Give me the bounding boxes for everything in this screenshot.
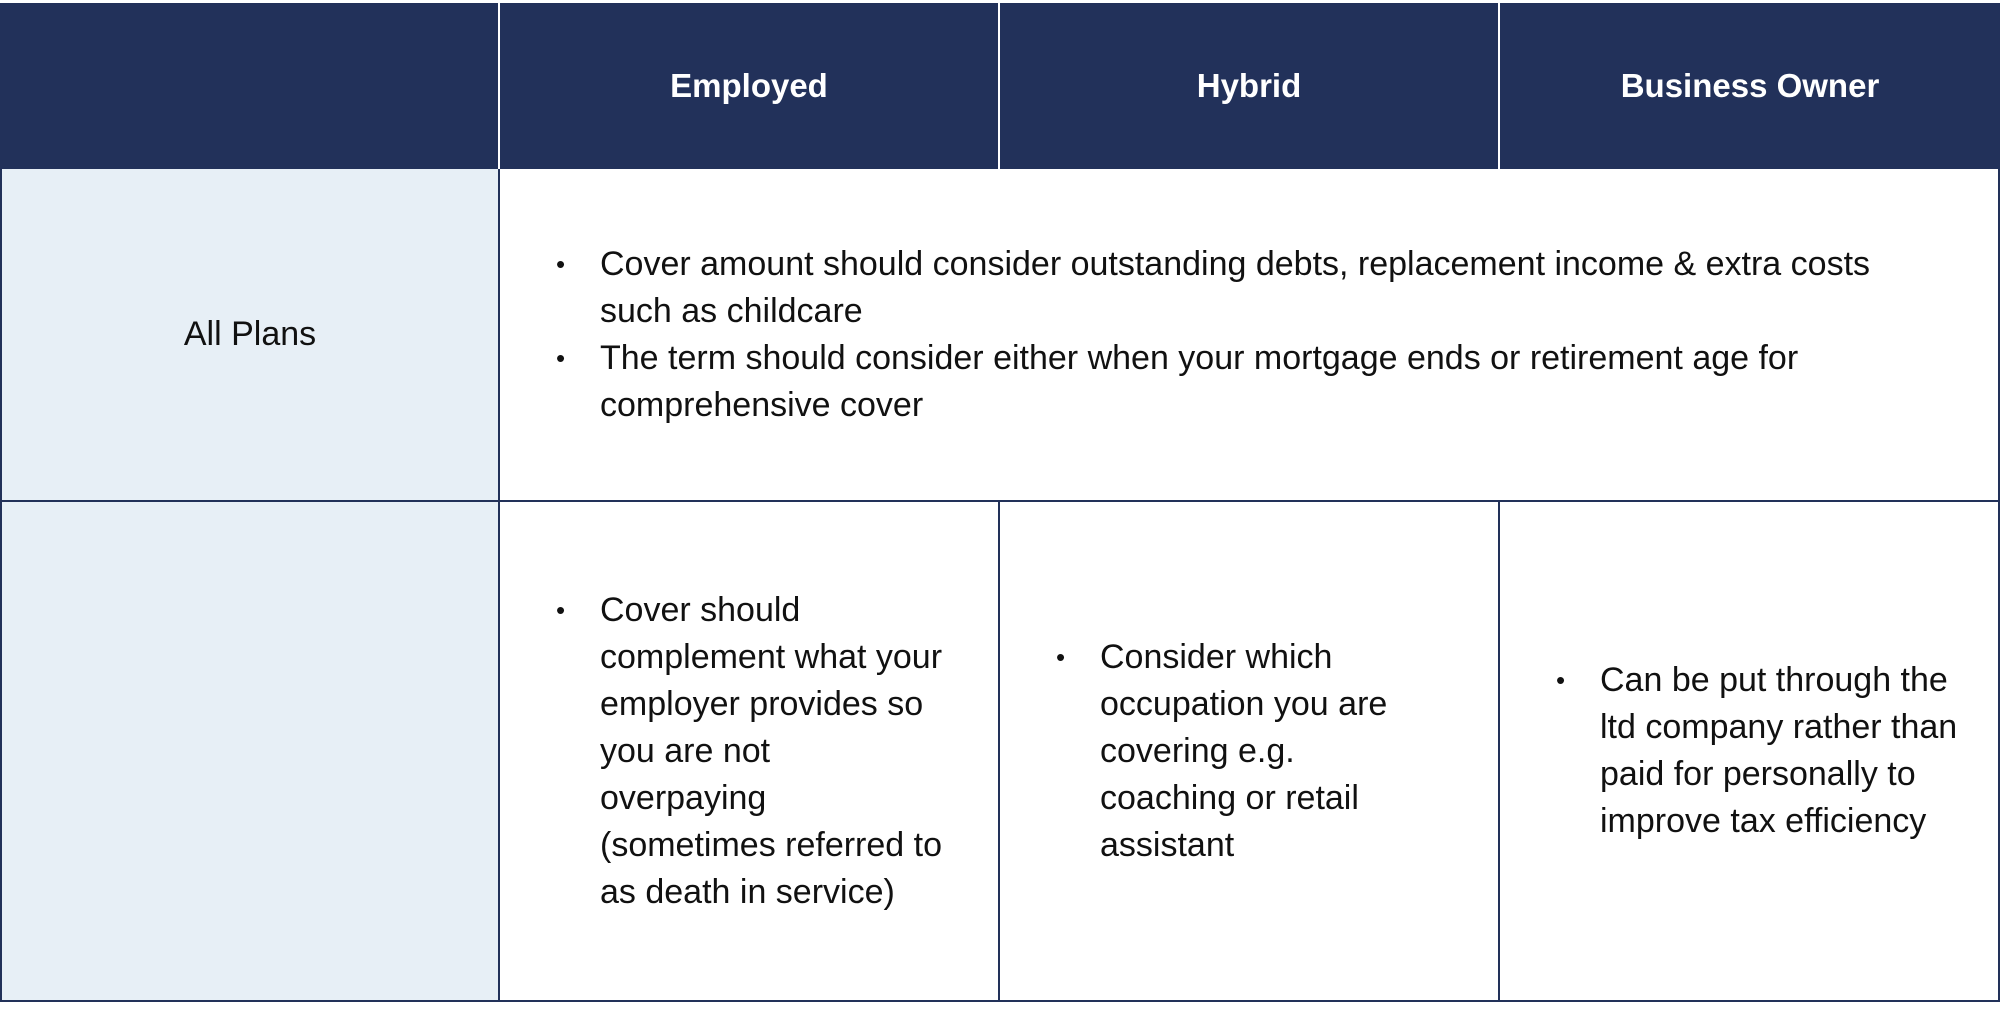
header-hybrid-label: Hybrid [1196,67,1302,104]
list-item [500,241,1948,335]
bullet-icon: • [556,594,566,625]
bullet-icon: • [556,248,566,279]
list-item [1500,657,1998,845]
header-employed-label: Employed [670,67,828,104]
hybrid-bullet-list [1000,634,1498,869]
row-label-specific [0,502,500,1002]
all-plans-bullet-1: Cover amount should consider outstanding debts, replacement income & extra costs such as childcare [600,244,1871,330]
list-item [500,335,1948,429]
list-item [500,587,998,916]
all-plans-bullet-list [500,241,1998,429]
header-business-owner [1500,3,2000,169]
all-plans-content [500,169,2000,502]
business-owner-bullet-list [1500,657,1998,845]
employed-bullet-list [500,587,998,916]
employed-bullet-1: Cover should complement what your employer provides so you are not overpaying (sometimes referred to as death in service) [600,590,943,911]
header-employed [500,3,1000,169]
business-owner-content [1500,502,2000,1002]
row-label-all-plans [0,169,500,502]
header-corner-cell [0,3,500,169]
hybrid-bullet-1: Consider which occupation you are covering e.g. coaching or retail assistant [1100,637,1388,864]
header-business-owner-label: Business Owner [1620,67,1880,104]
bullet-icon: • [1556,665,1566,695]
list-item [1000,634,1498,869]
all-plans-label: All Plans [183,315,317,353]
hybrid-content [1000,502,1500,1002]
employed-content [500,502,1000,1002]
header-hybrid [1000,3,1500,169]
comparison-table [0,3,2000,1003]
all-plans-bullet-2: The term should consider either when your mortgage ends or retirement age for comprehensive cover [600,338,1799,424]
bullet-icon: • [556,342,566,373]
business-owner-bullet-1: Can be put through the ltd company rather than paid for personally to improve tax efficiency [1600,661,1958,840]
bullet-icon: • [1056,641,1066,672]
